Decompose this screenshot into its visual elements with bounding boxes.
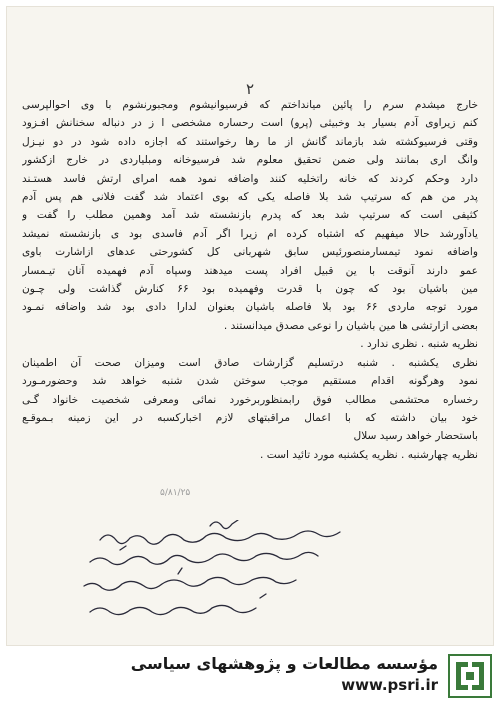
text-line: نظریه چهارشنبه . نظریه یکشنبه مورد تائید است . — [259, 448, 478, 461]
handwritten-annotation — [60, 520, 390, 640]
institute-url[interactable]: www.psri.ir — [341, 676, 438, 694]
faded-stamp-number: ۵/۸۱/۲۵ — [160, 488, 191, 498]
text-line: واضافه نمود تیمسارمنصورئیس سابق شهربانی کل کشورحتی عدهای ازاشارت باوی — [22, 246, 478, 259]
institute-name: مؤسسه مطالعات و پژوهشهای سیاسی — [130, 654, 438, 673]
text-line: کثیفی است که سرتیپ شد بعد که پدرم بازنشسته شد آمد وهمین مطلب را گفت و — [22, 209, 478, 222]
text-line: نظری یکشنبه . شنبه درتسلیم گزارشات صادق است ومیزان صحت آن اطمینان — [22, 356, 478, 369]
page-number: ۲ — [245, 80, 255, 98]
text-line: یادآورشد حالا میفهیم که اشتباه کرده ام زیرا اگر آدم فاسدی بود ی بازنشسته نمیشد — [22, 227, 478, 240]
text-line: پدر من هم که سرتیپ شد بلا فاصله یکی که بوی اعتماد شد گفت فلانی هم پس آدم — [22, 191, 478, 204]
text-line: وانگ اری بمانند ولی ضمن تحقیق معلوم شد فرسیوخانه ومبلیاردی در خارج ازکشور — [22, 154, 478, 167]
text-line: نظریه شنبه . نظری ندارد . — [360, 338, 478, 351]
institute-logo-icon — [448, 654, 492, 698]
text-line: بعضی ازارتشی ها مین باشیان را نوعی مصدق میدانستند . — [223, 319, 478, 332]
document-body — [22, 96, 478, 464]
text-line: دارد وحکم کردند که خانه راتخلیه کنند واضافه نمود همه امرای ارتش فاسد هستـند — [22, 172, 478, 185]
text-line: خود بیان داشته که با اعمال مراقبتهای لازم اخبارکسبه در این زمینه بـموقـع — [22, 411, 478, 424]
text-line: خارج میشدم سرم را پائین میانداختم که فرسیوانیشوم ومجبورنشوم با وی احوالپرسی — [22, 99, 478, 111]
text-line: وقتی فرسیوکشته شد بازماند گانش از ما رها رخواستند که اجازه داده شود در دو نیـزل — [22, 135, 478, 148]
text-line: مین باشیان بود که چون با قدرت وفهمیده بود ۶۶ کنارش گذاشت ولی چـون — [22, 283, 478, 296]
text-line: باستحضار خواهد رسید سلال — [353, 430, 478, 443]
text-line: کنم زیراوی آدم بسیار بد وخبیثی (پرو) است رحساره مشخصی ا ز در دنباله سخنانش افـزود — [22, 117, 478, 130]
text-line: عمو دارند آنوقت با ین قبیل افراد پست میدهند وسپاه آدم فهمیده آنان تیـمسار — [22, 264, 478, 277]
text-line: نمود وهرگونه اقدام مستقیم موجب سوختن شدن شنبه خواهد شد وحضورمـورد — [22, 375, 478, 388]
text-line: رخساره محتشمی مطالب فوق رابمنظوربرخورد نمائی ومعرفی شخصیت خانواد گـی — [22, 393, 478, 406]
text-line: مورد توجه ماردی ۶۶ بود بلا فاصله باشیان بعنوان لدارا دادی بود شد واضافه نمـود — [22, 301, 478, 314]
